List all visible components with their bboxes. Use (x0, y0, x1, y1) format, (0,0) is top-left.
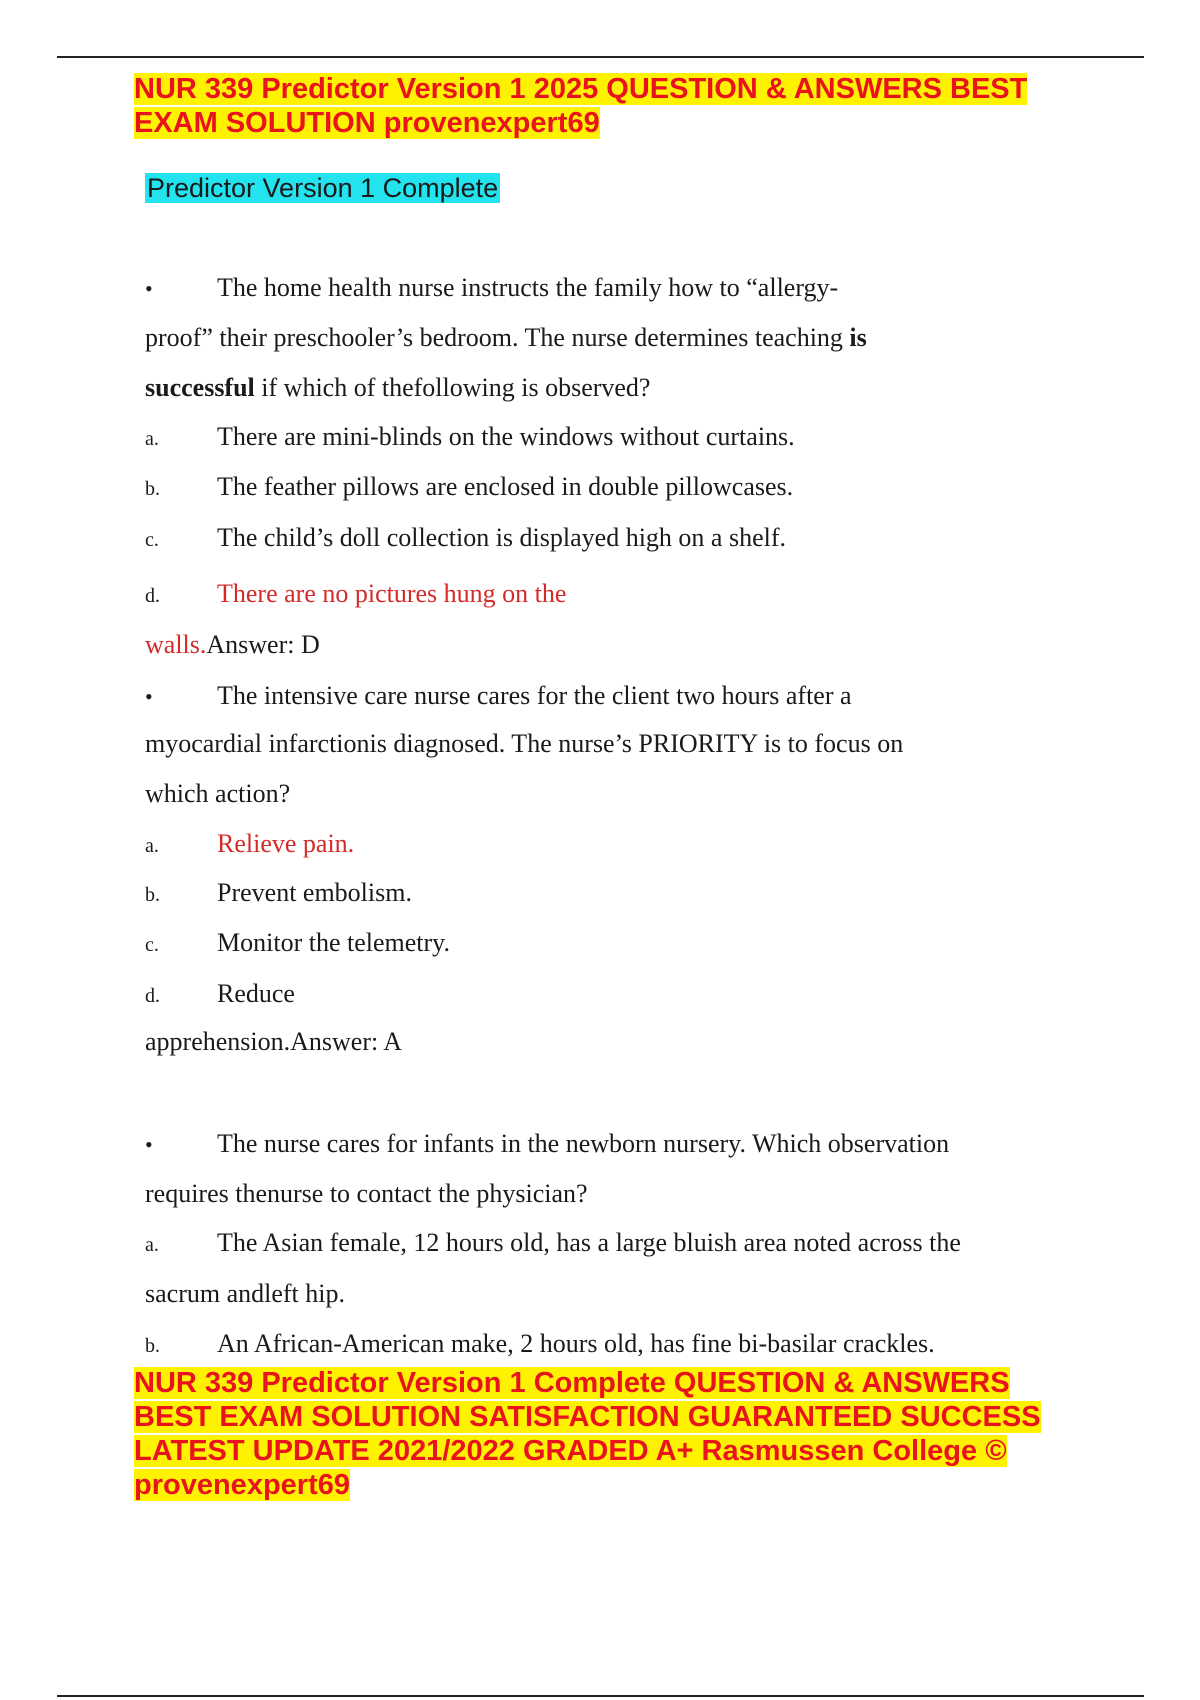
footer-line-1: NUR 339 Predictor Version 1 Complete QUESTION & ANSWERS (134, 1367, 1010, 1399)
q3-option-b: b. An African-American make, 2 hours old, has fine bi-basilar crackles. (145, 1329, 935, 1358)
bottom-rule (57, 1695, 1144, 1697)
q2-answer-line: apprehension.Answer: A (145, 1027, 403, 1056)
footer-line-3: LATEST UPDATE 2021/2022 GRADED A+ Rasmussen College © (134, 1435, 1007, 1467)
q2-option-c: c. Monitor the telemetry. (145, 928, 450, 957)
q3-stem-line-2: requires thenurse to contact the physician? (145, 1179, 588, 1208)
q3-option-a-continued: sacrum andleft hip. (145, 1279, 345, 1308)
q2-answer: Answer: A (290, 1027, 403, 1056)
q1-option-b: b. The feather pillows are enclosed in double pillowcases. (145, 472, 794, 501)
q3-option-a: a. The Asian female, 12 hours old, has a large bluish area noted across the (145, 1228, 961, 1257)
header-line-2: EXAM SOLUTION provenexpert69 (134, 107, 600, 139)
q1-option-d: d. There are no pictures hung on the (145, 579, 567, 608)
q3-stem-line-1: • The nurse cares for infants in the newborn nursery. Which observation (145, 1127, 949, 1162)
q1-option-a: a. There are mini-blinds on the windows without curtains. (145, 422, 795, 451)
q2-option-a: a. Relieve pain. (145, 829, 355, 858)
bullet-icon: • (145, 1132, 153, 1157)
q1-option-c: c. The child’s doll collection is displayed high on a shelf. (145, 523, 787, 552)
q2-option-d: d. Reduce (145, 979, 295, 1008)
footer-line-4: provenexpert69 (134, 1469, 350, 1501)
footer-line-2: BEST EXAM SOLUTION SATISFACTION GUARANTEED SUCCESS (134, 1401, 1041, 1433)
q1-stem-line-3: successful if which of thefollowing is observed? (145, 373, 651, 402)
q2-stem-line-2: myocardial infarctionis diagnosed. The nurse’s PRIORITY is to focus on (145, 729, 904, 758)
q1-stem-line-2: proof” their preschooler’s bedroom. The nurse determines teaching is (145, 323, 867, 352)
q2-stem-line-3: which action? (145, 779, 291, 808)
document-header (134, 72, 1027, 140)
q2-stem-line-1: • The intensive care nurse cares for the client two hours after a (145, 679, 852, 714)
top-rule (57, 56, 1144, 58)
q1-answer-line: walls.Answer: D (145, 630, 320, 659)
document-footer (134, 1366, 1041, 1502)
q2-option-b: b. Prevent embolism. (145, 878, 412, 907)
correct-answer-text: There are no pictures hung on the (217, 579, 567, 608)
q1-answer: Answer: D (206, 630, 320, 659)
header-line-1: NUR 339 Predictor Version 1 2025 QUESTION & ANSWERS BEST (134, 73, 1028, 105)
bullet-icon: • (145, 276, 153, 301)
document-subtitle (145, 170, 500, 206)
bullet-icon: • (145, 684, 153, 709)
correct-answer-text: Relieve pain. (217, 829, 355, 858)
subtitle-text: Predictor Version 1 Complete (147, 173, 499, 203)
q1-stem-line-1: • The home health nurse instructs the family how to “allergy- (145, 271, 838, 306)
